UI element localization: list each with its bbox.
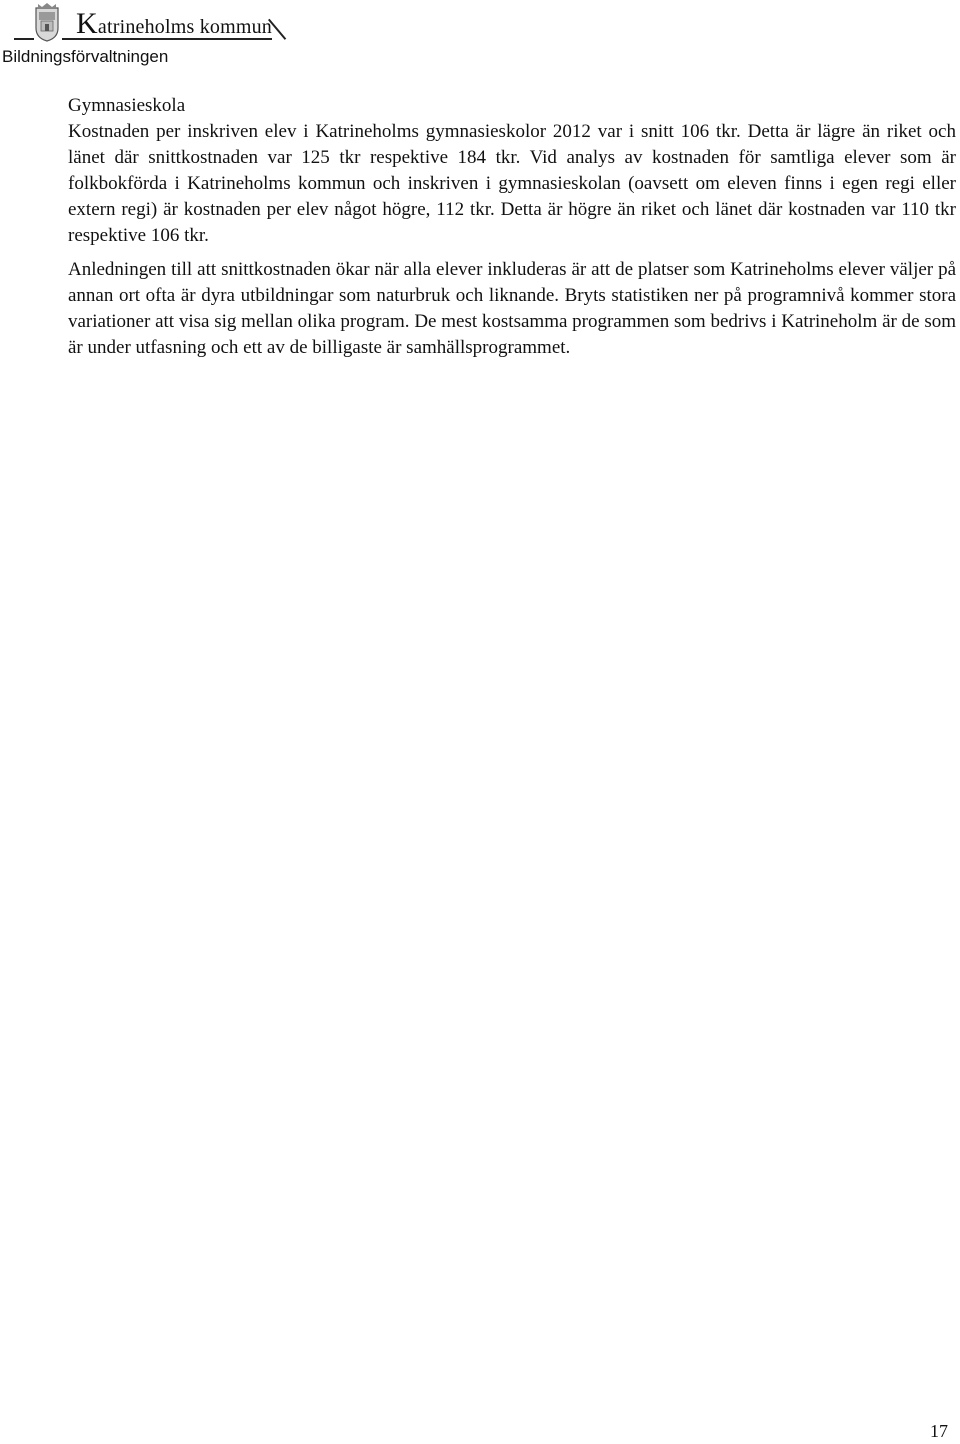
paragraph: Anledningen till att snittkostnaden ökar när alla elever inkluderas är att de platser som Katrineholms elever väljer på annan ort ofta är dyra utbildningar som naturbruk och liknande. Bryts statistiken ner på programnivå kommer stora variationer att visa sig mellan olika program. De mest kostsamma programmen som bedrivs i Katrineholm är de som är under utfasning och ett av de billigaste är samhällsprogrammet. (68, 259, 956, 358)
document-body (68, 93, 956, 369)
section-title: Gymnasieskola (68, 95, 186, 116)
municipality-initial: K (76, 7, 98, 40)
page-number: 17 (930, 1421, 948, 1441)
municipality-name (76, 7, 273, 40)
municipality-rest: atrineholms kommun (97, 16, 273, 38)
department-name: Bildningsförvaltningen (2, 47, 169, 66)
paragraph: Kostnaden per inskriven elev i Katrineholms gymnasieskolor 2012 var i snitt 106 tkr. Detta är lägre än riket och länet där snittkostnaden var 125 tkr respektive 184 tkr. Vid analys av kostnaden för samtliga elever som är folkbokförda i Katrineholms kommun och inskriven i gymnasieskolan (oavsett om eleven finns i egen regi eller extern regi) är kostnaden per elev något högre, 112 tkr. Detta är högre än riket och länet där kostnaden var 110 tkr respektive 106 tkr. (68, 121, 956, 246)
coat-of-arms-icon (34, 2, 60, 42)
page-header (0, 0, 960, 80)
header-rule-left (14, 38, 34, 40)
